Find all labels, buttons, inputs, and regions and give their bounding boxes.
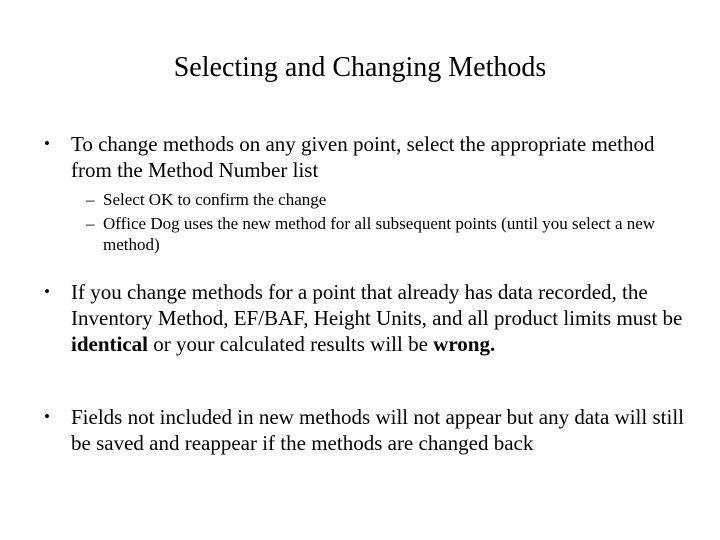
bullet-item-fields-not-included <box>44 404 684 456</box>
sub-bullet-marker: – <box>86 214 95 233</box>
sub-item-office-dog <box>86 213 686 255</box>
bullet-item-identical-warning <box>44 279 684 357</box>
sub-item-text: Select OK to confirm the change <box>103 190 327 209</box>
slide-title: Selecting and Changing Methods <box>173 52 547 83</box>
sub-item-select-ok <box>86 189 686 210</box>
bullet-marker: • <box>44 282 50 301</box>
bullet-marker: • <box>44 134 50 153</box>
bullet-text: To change methods on any given point, select the appropriate method from the Method Number list <box>71 132 655 182</box>
bullet-text-part: If you change methods for a point that already has data recorded, the Inventory Method, EF/BAF, Height Units, and all product limits must be <box>71 280 683 330</box>
bullet-text-part: or your calculated results will be <box>148 332 434 356</box>
bullet-text <box>71 279 684 357</box>
emphasis-identical: identical <box>71 332 148 356</box>
sub-bullet-marker: – <box>86 190 95 209</box>
bullet-marker: • <box>44 407 50 426</box>
sub-item-text: Office Dog uses the new method for all subsequent points (until you select a new method) <box>103 214 656 254</box>
emphasis-wrong: wrong. <box>433 332 496 356</box>
bullet-text: Fields not included in new methods will not appear but any data will still be saved and reappear if the methods are changed back <box>71 405 684 455</box>
bullet-item-change-methods <box>44 131 684 183</box>
